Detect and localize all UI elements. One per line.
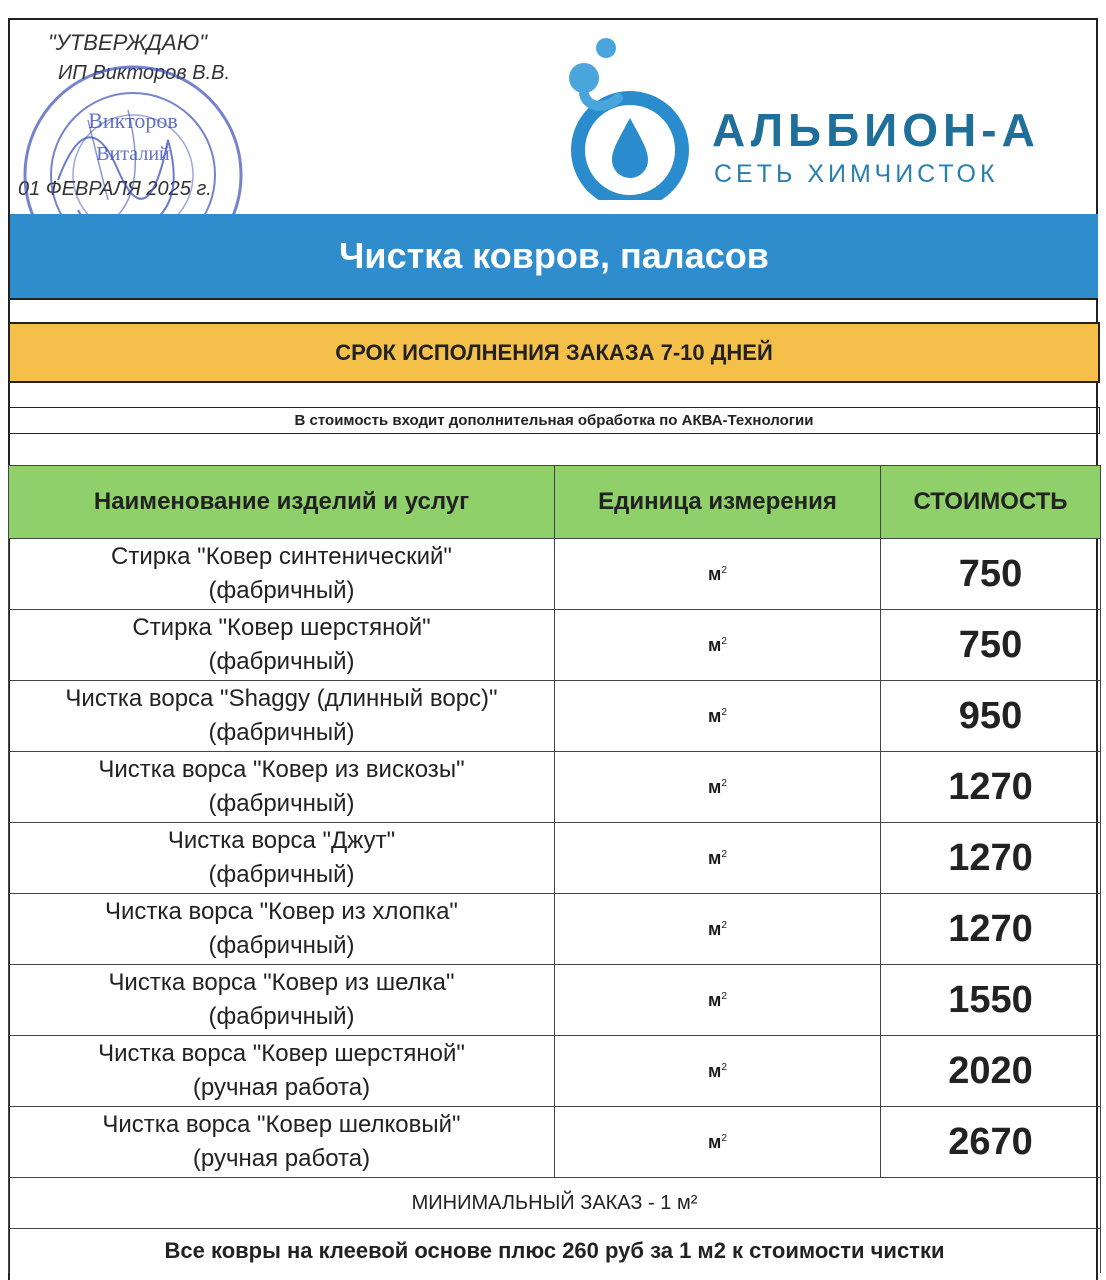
header-unit: Единица измерения (555, 466, 881, 539)
approval-signer: ИП Викторов В.В. (58, 62, 231, 84)
service-name (9, 1107, 555, 1178)
service-name (9, 823, 555, 894)
brand-name: АЛЬБИОН-А (712, 104, 1040, 156)
service-unit (555, 681, 881, 752)
unit-text: м (708, 634, 722, 655)
service-unit (555, 1107, 881, 1178)
approval-date: 01 ФЕВРАЛЯ 2025 г. (18, 178, 212, 200)
service-price: 750 (881, 610, 1101, 681)
table-row (9, 1036, 1101, 1107)
term-bar (8, 322, 1100, 383)
unit-text: м (708, 989, 722, 1010)
service-name (9, 539, 555, 610)
service-name-line2: (ручная работа) (192, 1145, 371, 1172)
service-name-line2: (фабричный) (208, 577, 355, 604)
aqua-note (8, 407, 1100, 434)
table-row (9, 539, 1101, 610)
service-unit (555, 823, 881, 894)
table-row (9, 681, 1101, 752)
unit-power: 2 (721, 1132, 727, 1144)
term-text: СРОК ИСПОЛНЕНИЯ ЗАКАЗА 7-10 ДНЕЙ (335, 339, 773, 365)
unit-text: м (708, 563, 722, 584)
service-price: 2670 (881, 1107, 1101, 1178)
service-name-line1: Чистка ворса "Ковер шелковый" (102, 1111, 461, 1138)
service-name-line1: Стирка "Ковер синтенический" (111, 543, 452, 570)
service-name-line2: (ручная работа) (192, 1074, 371, 1101)
svg-text:Викторов: Викторов (88, 108, 178, 133)
table-row (9, 752, 1101, 823)
unit-power: 2 (721, 635, 727, 647)
service-price: 750 (881, 539, 1101, 610)
unit-text: м (708, 1060, 722, 1081)
approval-title: "УТВЕРЖДАЮ" (48, 30, 208, 55)
min-order: МИНИМАЛЬНЫЙ ЗАКАЗ - 1 м² (9, 1178, 1101, 1229)
service-name (9, 681, 555, 752)
service-name-line1: Чистка ворса "Ковер шерстяной" (98, 1040, 465, 1067)
service-name-line2: (фабричный) (208, 932, 355, 959)
service-unit (555, 539, 881, 610)
table-row (9, 894, 1101, 965)
title-banner (10, 214, 1098, 300)
service-name-line2: (фабричный) (208, 861, 355, 888)
unit-text: м (708, 705, 722, 726)
header-price: СТОИМОСТЬ (881, 466, 1101, 539)
unit-power: 2 (721, 706, 727, 718)
table-header-row (9, 466, 1101, 539)
service-name-line1: Чистка ворса "Shaggy (длинный ворс)" (65, 685, 498, 712)
table-row (9, 965, 1101, 1036)
service-price: 1270 (881, 894, 1101, 965)
unit-text: м (708, 776, 722, 797)
service-name-line1: Чистка ворса "Ковер из хлопка" (105, 898, 458, 925)
table-row (9, 1107, 1101, 1178)
service-name-line2: (фабричный) (208, 790, 355, 817)
page-title: Чистка ковров, паласов (339, 235, 769, 276)
min-order-row (9, 1178, 1101, 1229)
glue-note-row (9, 1229, 1101, 1274)
unit-text: м (708, 847, 722, 868)
service-price: 2020 (881, 1036, 1101, 1107)
service-unit (555, 894, 881, 965)
service-name (9, 894, 555, 965)
approval-block (0, 0, 300, 220)
header-name: Наименование изделий и услуг (9, 466, 555, 539)
service-name (9, 965, 555, 1036)
service-price: 1550 (881, 965, 1101, 1036)
table-row (9, 610, 1101, 681)
service-price: 1270 (881, 752, 1101, 823)
unit-power: 2 (721, 777, 727, 789)
service-unit (555, 752, 881, 823)
brand-subtitle: СЕТЬ ХИМЧИСТОК (714, 160, 999, 188)
service-unit (555, 1036, 881, 1107)
service-name-line2: (фабричный) (208, 648, 355, 675)
unit-power: 2 (721, 1061, 727, 1073)
service-price: 1270 (881, 823, 1101, 894)
unit-power: 2 (721, 848, 727, 860)
unit-text: м (708, 1131, 722, 1152)
service-name-line2: (фабричный) (208, 1003, 355, 1030)
unit-text: м (708, 918, 722, 939)
svg-text:Виталий: Виталий (96, 143, 170, 165)
service-name (9, 752, 555, 823)
service-price: 950 (881, 681, 1101, 752)
service-name-line1: Чистка ворса "Ковер из вискозы" (98, 756, 465, 783)
price-table (8, 465, 1101, 1273)
aqua-note-text: В стоимость входит дополнительная обработка по АКВА-Технологии (294, 412, 814, 429)
service-unit (555, 965, 881, 1036)
service-name-line2: (фабричный) (208, 719, 355, 746)
unit-power: 2 (721, 919, 727, 931)
unit-power: 2 (721, 564, 727, 576)
service-name (9, 610, 555, 681)
service-name-line1: Чистка ворса "Ковер из шелка" (108, 969, 455, 996)
service-name-line1: Чистка ворса "Джут" (167, 827, 396, 854)
table-row (9, 823, 1101, 894)
glue-note: Все ковры на клеевой основе плюс 260 руб за 1 м2 к стоимости чистки (9, 1229, 1101, 1274)
service-name-line1: Стирка "Ковер шерстяной" (132, 614, 431, 641)
service-unit (555, 610, 881, 681)
service-name (9, 1036, 555, 1107)
unit-power: 2 (721, 990, 727, 1002)
